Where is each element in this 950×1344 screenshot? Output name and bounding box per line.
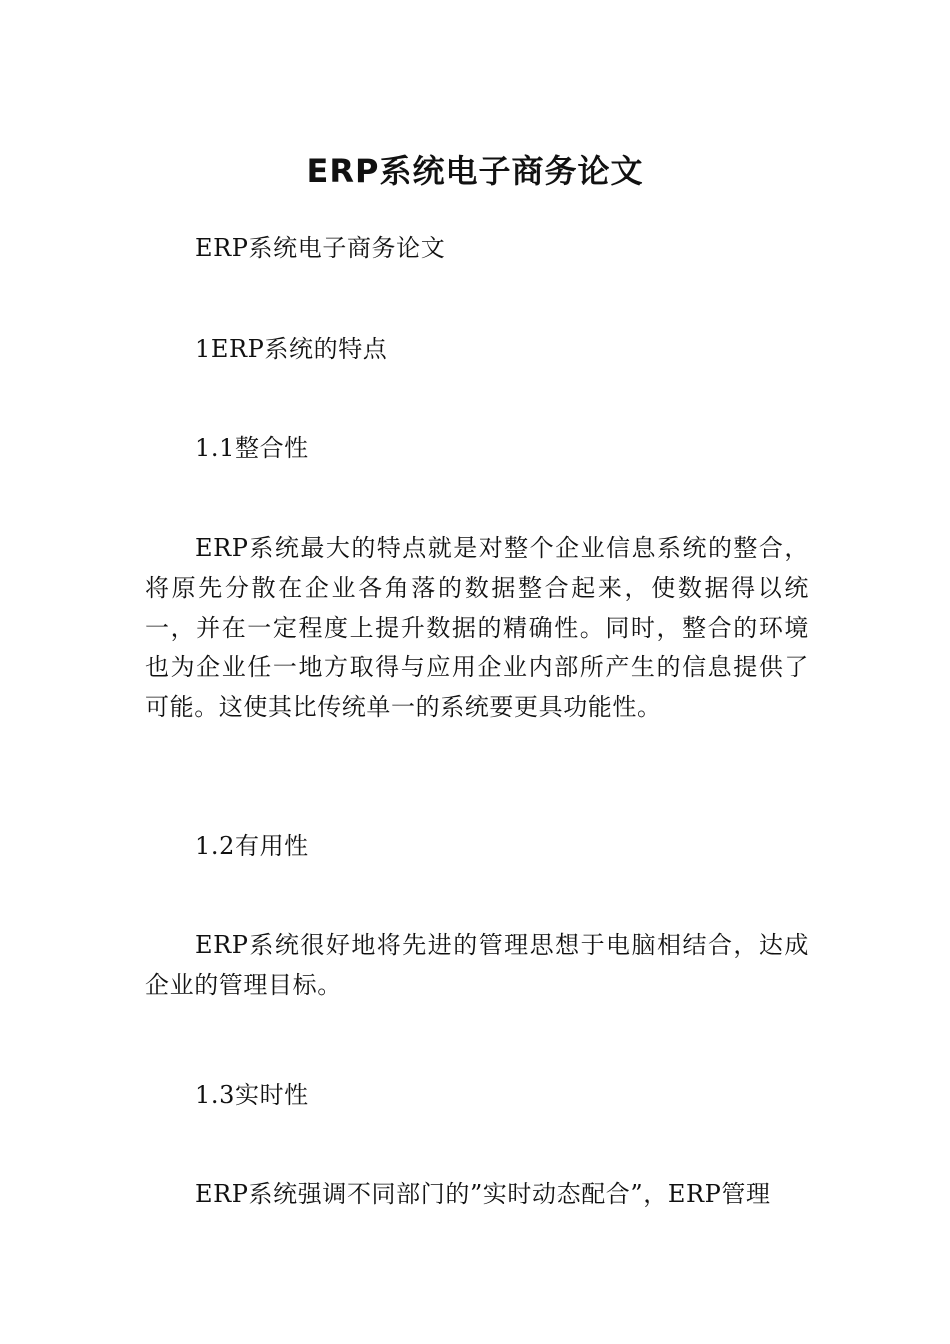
section-heading-1: 1ERP系统的特点: [195, 335, 388, 363]
document-title: ERP系统电子商务论文: [306, 152, 644, 191]
body-paragraph-integration: ERP系统最大的特点就是对整个企业信息系统的整合，将原先分散在企业各角落的数据整合起来，使数据得以统一，并在一定程度上提升数据的精确性。同时，整合的环境也为企业任一地方取得与应用企业内部所产生的信息提供了可能。这使其比传统单一的系统要更具功能性。: [145, 534, 809, 722]
paragraph-subtitle: ERP系统电子商务论文: [195, 234, 446, 262]
body-paragraph-usefulness: ERP系统很好地将先进的管理思想于电脑相结合，达成企业的管理目标。: [145, 931, 809, 999]
section-heading-1-2: 1.2有用性: [195, 832, 309, 860]
body-paragraph-realtime: ERP系统强调不同部门的”实时动态配合”，ERP管理: [195, 1180, 771, 1208]
section-heading-1-1: 1.1整合性: [195, 434, 309, 462]
section-heading-1-3: 1.3实时性: [195, 1081, 309, 1109]
